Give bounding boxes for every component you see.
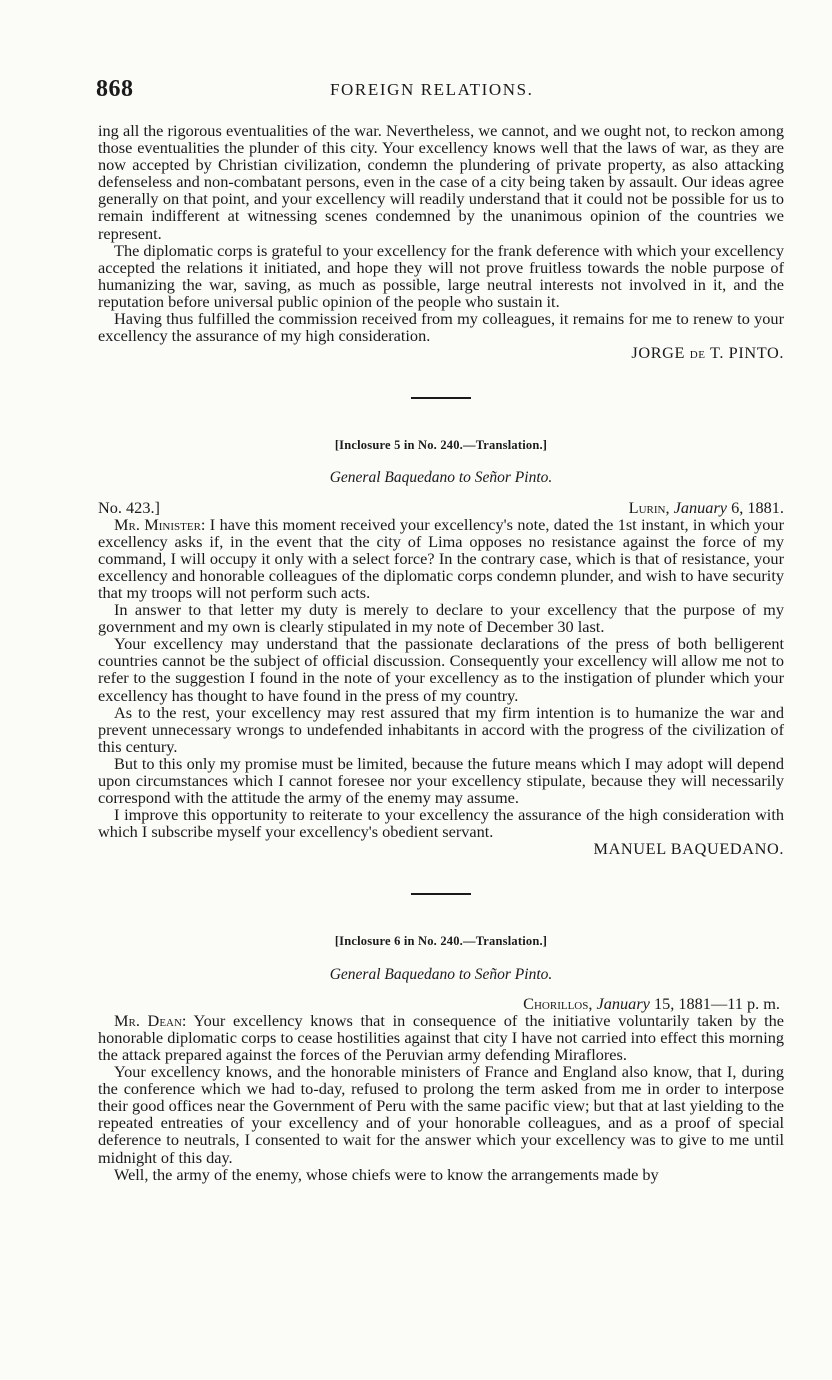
paragraph: I improve this opportunity to reiterate to your excellency the assurance of the high consideration with which I subscribe myself your excellency's obedient servant.	[98, 805, 784, 842]
paragraph: Your excellency knows, and the honorable ministers of France and England also know, that I, during the conference which we had to-day, refused to prolong the term asked from me in order to interpose their good offices near the Government of Peru with the same pacific view; but that at last yielding to the repeated entreaties of your excellency and of your honorable colleagues, and as a proof of special deference to neutrals, I consented to wait for the answer which your excellency was to give to me until midnight of this day.	[98, 1062, 784, 1167]
paragraph: The diplomatic corps is grateful to your excellency for the frank deference with which your excellency accepted the relations it initiated, and hope they will not prove fruitless towards the noble purpose of humanizing the war, saving, as much as possible, large neutral interests not involved in it, and the reputation before universal public opinion of the people who sustain it.	[98, 240, 784, 311]
salutation: Mr. Dean	[114, 1010, 182, 1030]
dateline	[98, 995, 784, 1012]
letter-subtitle: General Baquedano to Señor Pinto.	[329, 469, 553, 487]
page-body	[98, 122, 784, 1183]
paragraph: As to the rest, your excellency may rest assured that my firm intention is to humanize the war and prevent unnecessary wrongs to undefended inhabitants in accord with the progress of the civilization of this century.	[98, 702, 784, 756]
signature-pinto: JORGE de T. PINTO.	[631, 343, 784, 363]
inclosure-heading: [Inclosure 6 in No. 240.—Translation.]	[334, 934, 548, 949]
section-divider	[411, 893, 471, 895]
paragraph: Your excellency may understand that the passionate declarations of the press of both belligerent countries cannot be the subject of official discussion. Consequently your excellency will allow me not to refer to the suggestion I found in the note of your excellency as to the instigation of plunder which your excellency has thought to have found in the press of my country.	[98, 634, 784, 705]
letter-date: Lurin, January 6, 1881.	[628, 497, 784, 517]
paragraph: Well, the army of the enemy, whose chiefs were to know the arrangements made by	[114, 1164, 659, 1184]
section-divider	[411, 397, 471, 399]
letter-date: Chorillos, January 15, 1881—11 p. m.	[523, 993, 780, 1013]
running-title: FOREIGN RELATIONS.	[330, 80, 534, 99]
signature-baquedano: MANUEL BAQUEDANO.	[593, 839, 784, 859]
paragraph: In answer to that letter my duty is merely to declare to your excellency that the purpose of my government and my own is clearly stipulated in my note of December 30 last.	[98, 600, 784, 637]
letter-number: No. 423.]	[98, 497, 160, 517]
paragraph: Mr. Dean: Your excellency knows that in consequence of the initiative voluntarily taken by the honorable diplomatic corps to cease hostilities against that city I have not carried into effect this morning the attack prepared against the forces of the Peruvian army defending Miraflores.	[98, 1010, 784, 1064]
page-header	[96, 76, 786, 106]
dateline	[98, 499, 784, 516]
inclosure-heading: [Inclosure 5 in No. 240.—Translation.]	[334, 438, 548, 453]
page-number: 868	[96, 76, 134, 102]
paragraph: Mr. Minister: I have this moment received your excellency's note, dated the 1st instant, in which your excellency asks if, in the event that the city of Lima opposes no resistance against the force of my command, I will occupy it only with a select force? In the contrary case, which is that of resistance, your excellency and honorable colleagues of the diplomatic corps condemn plunder, and wish to have security that my troops will not perform such acts.	[98, 514, 784, 602]
paragraph: But to this only my promise must be limited, because the future means which I may adopt will depend upon circumstances which I cannot foresee nor your excellency stipulate, because they will necessarily correspond with the attitude the army of the enemy may assume.	[98, 753, 784, 808]
salutation: Mr. Minister	[114, 514, 201, 534]
paragraph: Having thus fulfilled the commission received from my colleagues, it remains for me to renew to your excellency the assurance of my high consideration.	[98, 309, 784, 346]
letter-subtitle: General Baquedano to Señor Pinto.	[329, 965, 553, 983]
paragraph: ing all the rigorous eventualities of the war. Nevertheless, we cannot, and we ought not, to reckon among those eventualities the plunder of this city. Your excellency knows well that the laws of war, as they are now accepted by Christian civilization, condemn the plundering of private property, as also attacking defenseless and non-combatant persons, even in the case of a city being taken by assault. Our ideas agree generally on that point, and your excellency will readily understand that it could not be possible for us to remain indifferent at witnessing scenes condemned by the unanimous opinion of the countries we represent.	[98, 121, 784, 243]
